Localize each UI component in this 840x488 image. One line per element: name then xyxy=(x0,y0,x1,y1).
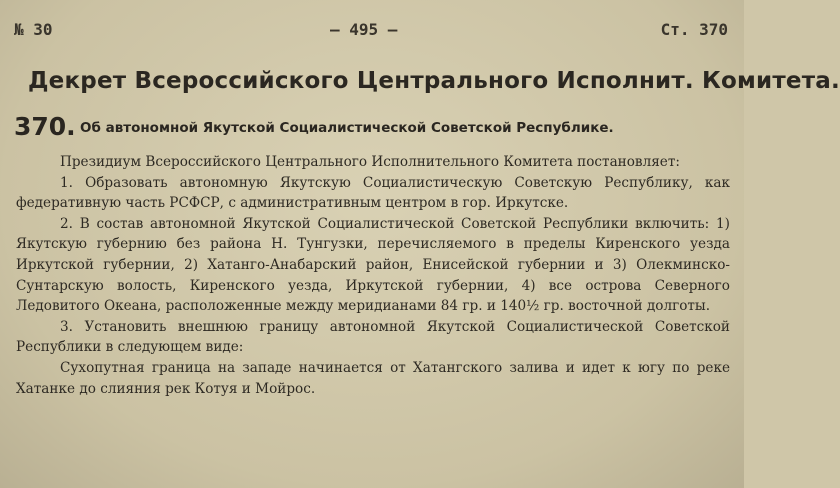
clause-3-paragraph: 3. Установить внешнюю границу автономной Якутской Социалистической Советской Республики в следующем виде: xyxy=(16,318,730,356)
document-title: Декрет Всероссийского Центрального Исполнит. Комитета. xyxy=(28,68,840,94)
article-number: Ст. 370 xyxy=(660,20,728,39)
clause-1-paragraph: 1. Образовать автономную Якутскую Социалистическую Советскую Республику, как федеративную часть РСФСР, с административным центром в гор. Иркутске. xyxy=(16,174,730,212)
issue-number: № 30 xyxy=(14,20,53,39)
border-paragraph: Сухопутная граница на западе начинается от Хатангского залива и идет к югу по реке Хатанке до слияния рек Котуя и Мойрос. xyxy=(16,359,730,397)
page-number: — 495 — xyxy=(330,20,398,39)
decree-body xyxy=(16,152,730,399)
decree-number: 370. xyxy=(14,112,76,141)
clause-2-paragraph: 2. В состав автономной Якутской Социалистической Советской Республики включить: 1) Якутскую губернию без района Н. Тунгузки, перечисляемого в пределы Киренского уезда Иркутской губернии, 2) Хатанго-Анабарский район, Енисейской губернии и 3) Олекминско-Сунтарскую волость, Киренского уезда, Иркутской губернии, 4) все острова Северного Ледовитого Океана, расположенные между меридианами 84 гр. и 140½ гр. восточной долготы. xyxy=(16,215,730,315)
decree-subject: Об автономной Якутской Социалистической Советской Республике. xyxy=(80,120,614,136)
preamble-paragraph: Президиум Всероссийского Центрального Исполнительного Комитета постановляет: xyxy=(60,154,680,170)
